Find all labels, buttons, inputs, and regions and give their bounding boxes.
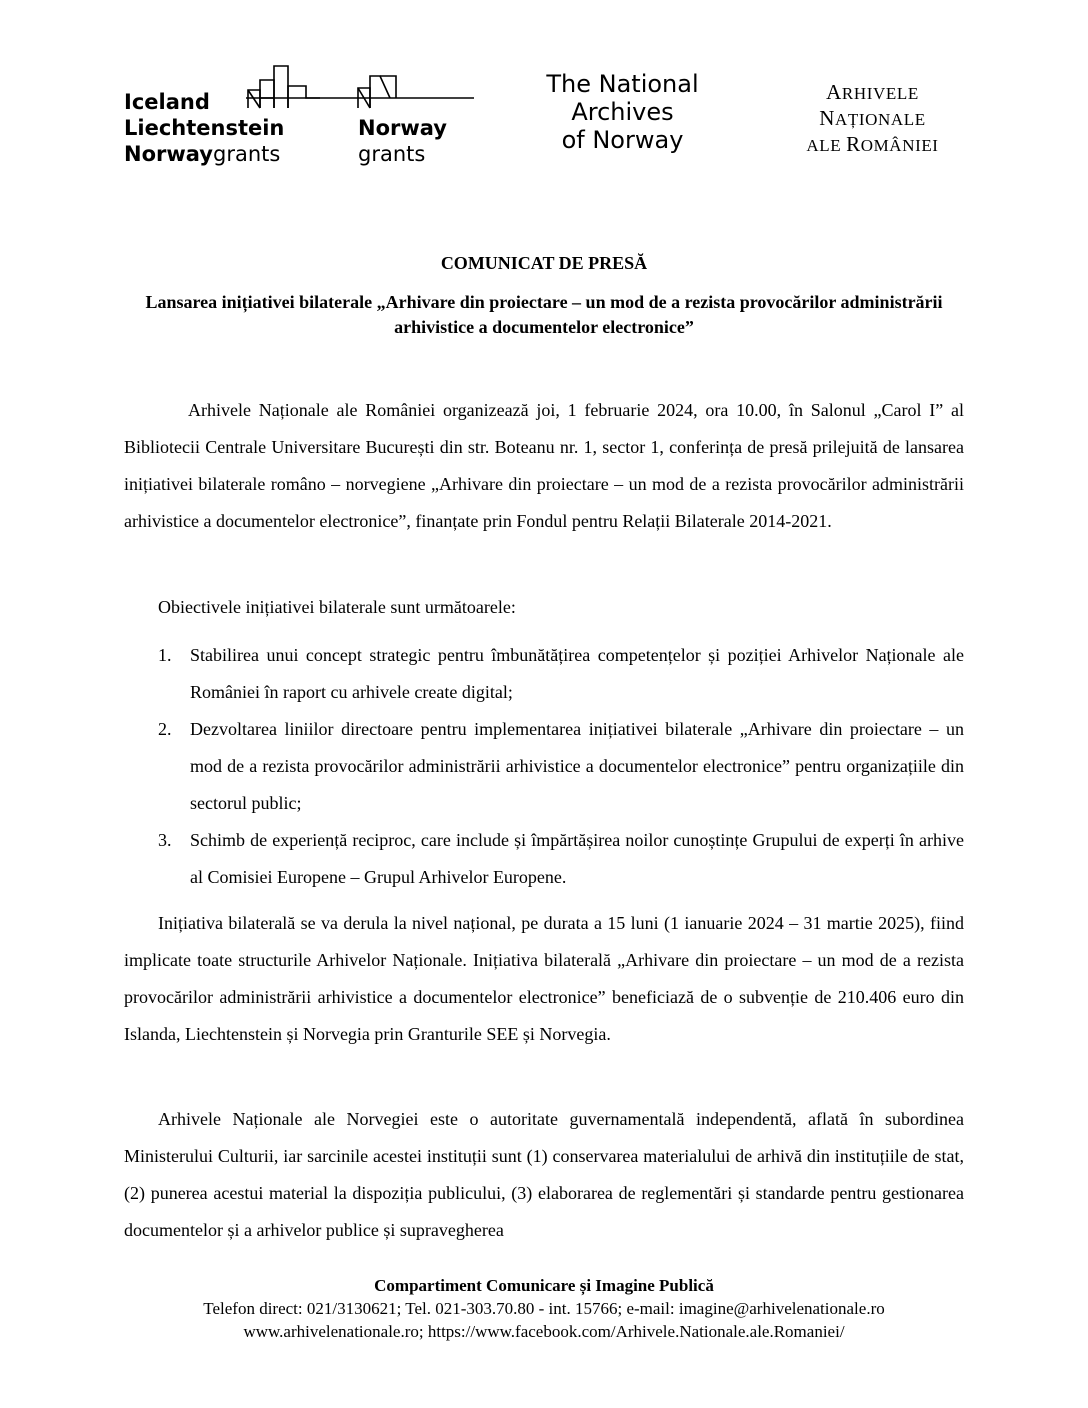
national-archives-norway-logo xyxy=(520,70,725,154)
paragraph-norway-archives: Arhivele Naționale ale Norvegiei este o autoritate guvernamentală independentă, aflată în subordinea Ministerului Culturii, iar sarcinile acestei instituții sunt (1) conservarea materialului de arhivă din instituțiile de stat, (2) punerea acestui material la dispoziția publicului, (3) elaborarea de reglementări și standarde pentru gestionarea documentelor și a arhivelor publice și supravegherea xyxy=(124,1109,964,1240)
paragraph-duration: Inițiativa bilaterală se va derula la nivel național, pe durata a 15 luni (1 ianuarie 2024 – 31 martie 2025), fiind implicate toate structurile Arhivelor Naționale. Inițiativa bilaterală „Arhivare din proiectare – un mod de a rezista provocărilor administrării arhivistice a documentelor electronice” beneficiază de o subvenție de 210.406 euro din Islanda, Liechtenstein și Norvegia prin Granturile SEE și Norvegia. xyxy=(124,913,964,1044)
logo-line: ARHIVELE xyxy=(826,80,919,104)
logo-line: ALE ROMÂNIEI xyxy=(806,132,939,156)
arhivele-nationale-logo xyxy=(770,80,975,158)
logo-norway-grants-text: Norwaygrants xyxy=(124,142,281,166)
list-item xyxy=(124,822,964,896)
list-number: 1. xyxy=(158,645,172,665)
list-item xyxy=(124,637,964,711)
footer-contact: Telefon direct: 021/3130621; Tel. 021-303.70.80 - int. 15766; e-mail: imagine@arhivelenationale.ro xyxy=(203,1299,885,1318)
eea-norway-grants-logo xyxy=(124,62,474,172)
logo-line: of Norway xyxy=(561,126,684,154)
logo-line: NAȚIONALE xyxy=(819,106,926,130)
paragraph-objectives-heading: Obiectivele inițiativei bilaterale sunt următoarele: xyxy=(158,597,516,617)
logo-line: The National xyxy=(546,70,699,98)
list-item-text: Stabilirea unui concept strategic pentru îmbunătățirea competențelor și poziției Arhivelor Naționale ale României în raport cu arhivele create digital; xyxy=(190,645,964,702)
page-footer xyxy=(0,1274,1088,1343)
footer-links: www.arhivelenationale.ro; https://www.facebook.com/Arhivele.Nationale.ale.Romaniei/ xyxy=(243,1322,845,1341)
document-title: COMUNICAT DE PRESĂ xyxy=(440,253,648,273)
document-subtitle: Lansarea inițiativei bilaterale „Arhivare din proiectare – un mod de a rezista provocărilor administrării arhivistice a documentelor electronice” xyxy=(145,292,943,337)
grants-skyline-icon xyxy=(246,62,474,112)
footer-department: Compartiment Comunicare și Imagine Publică xyxy=(374,1276,714,1295)
objectives-list xyxy=(124,637,964,896)
logo-iceland-text: Iceland xyxy=(124,90,210,114)
list-number: 2. xyxy=(158,719,172,739)
list-item-text: Schimb de experiență reciproc, care include și împărtășirea noilor cunoștințe Grupului de experți în arhive al Comisiei Europene – Grupul Arhivelor Europene. xyxy=(190,830,964,887)
paragraph-intro: Arhivele Naționale ale României organizează joi, 1 februarie 2024, ora 10.00, în Salonul „Carol I” al Bibliotecii Centrale Universitare București din str. Boteanu nr. 1, sector 1, conferința de presă prilejuită de lansarea inițiativei bilaterale româno – norvegiene „Arhivare din proiectare – un mod de a rezista provocărilor administrării arhivistice a documentelor electronice”, finanțate prin Fondul pentru Relații Bilaterale 2014-2021. xyxy=(124,400,964,531)
logo-liechtenstein-text: Liechtenstein xyxy=(124,116,285,140)
list-item xyxy=(124,711,964,822)
list-number: 3. xyxy=(158,830,172,850)
logo-grants-text: grants xyxy=(358,142,426,166)
logo-norway-text: Norway xyxy=(358,116,447,140)
list-item-text: Dezvoltarea liniilor directoare pentru implementarea inițiativei bilaterale „Arhivare din proiectare – un mod de a rezista provocărilor administrării arhivistice a documentelor electronice” pentru organizațiile din sectorul public; xyxy=(190,719,964,813)
logo-line: Archives xyxy=(571,98,674,126)
